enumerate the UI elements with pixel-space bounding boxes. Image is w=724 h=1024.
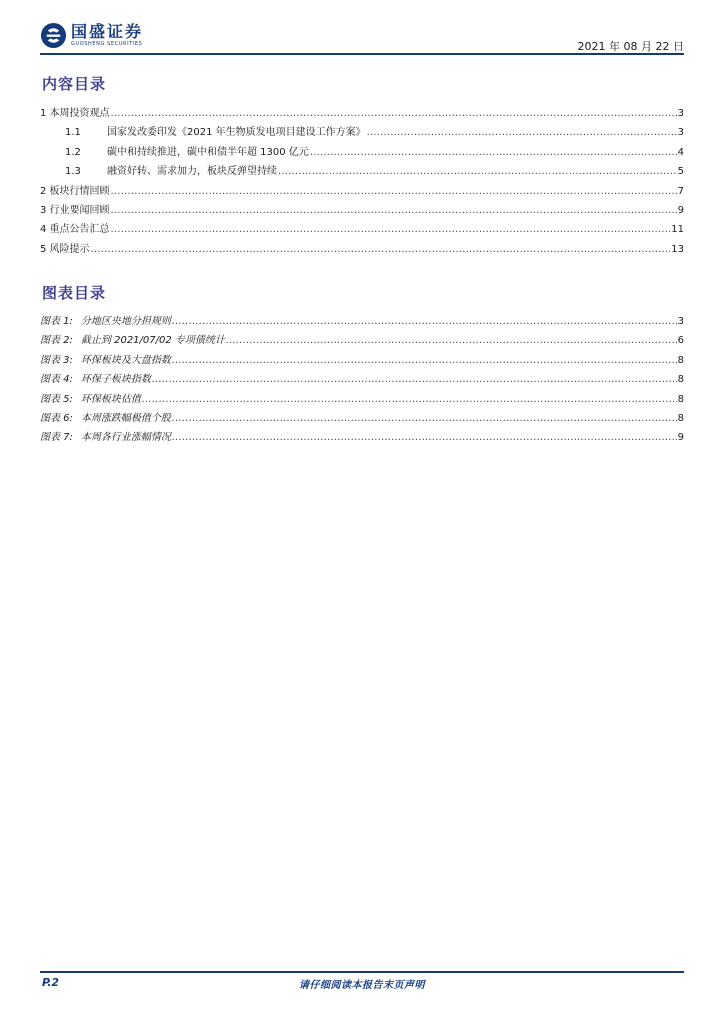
toc-entry-number: 5 [40,243,50,255]
toc-entry-number: 4 [40,224,50,236]
dot-leader [172,428,677,447]
figure-entry-title: 本周各行业涨幅情况 [80,432,171,444]
dot-leader [278,162,677,181]
toc-list [40,104,684,259]
figure-entry[interactable] [40,409,684,428]
figure-entry[interactable] [40,351,684,370]
figure-entry-page: 8 [677,412,684,424]
figure-entry[interactable] [40,370,684,389]
toc-entry[interactable] [40,162,684,181]
logo-name-cn: 国盛证券 [71,22,144,41]
figures-title: 图表目录 [42,284,107,302]
figure-entry-title: 环保子板块指数 [80,374,151,386]
figure-entry[interactable] [40,428,684,447]
figure-entry-label: 图表 1: [40,316,73,327]
figure-entry-title: 环保板块估值 [80,393,141,405]
toc-entry-number: 1.1 [65,127,81,139]
dot-leader [111,104,677,123]
dot-leader [91,240,671,259]
company-logo [40,22,143,49]
figure-entry[interactable] [40,390,684,409]
toc-entry-page: 3 [677,108,684,119]
figure-entry-label: 图表 7: [40,432,73,444]
dot-leader [152,370,677,389]
figures-list [40,312,684,448]
figure-entry-page: 8 [677,374,684,386]
figure-entry-title: 环保板块及大盘指数 [80,354,171,366]
figure-entry-page: 9 [677,432,684,444]
toc-entry[interactable] [40,104,684,123]
dot-leader [172,351,677,370]
toc-entry-page: 4 [677,146,684,158]
toc-entry[interactable] [40,123,684,142]
toc-entry-title: 融资好转、需求加力，板块反弹望持续 [107,166,277,178]
toc-entry-title: 板块行情回顾 [49,185,110,197]
toc-entry[interactable] [40,182,684,201]
dot-leader [111,201,677,220]
toc-entry[interactable] [40,220,684,239]
dot-leader [142,390,677,409]
toc-entry-page: 9 [677,204,684,216]
dot-leader [310,143,677,162]
figure-entry-title: 截止到 2021/07/02 专项债统计 [80,335,225,347]
figure-entry-page: 8 [677,393,684,405]
figure-entry-title: 本周涨跌幅极值个股 [80,412,171,424]
toc-entry-number: 1 [40,108,50,119]
disclaimer-note: 请仔细阅读本报告末页声明 [299,980,425,991]
toc-entry-page: 7 [677,185,684,197]
toc-entry-title: 行业要闻回顾 [49,204,110,216]
header-divider [40,53,684,55]
toc-entry[interactable] [40,240,684,259]
figure-entry-label: 图表 4: [40,374,73,386]
dot-leader [111,182,677,201]
dot-leader [111,220,671,239]
toc-entry-page: 13 [671,243,684,255]
dot-leader [172,409,677,428]
report-date: 2021 年 08 月 22 日 [577,40,684,53]
figure-entry[interactable] [40,312,684,331]
toc-entry-title: 碳中和持续推进，碳中和债半年超 1300 亿元 [107,146,309,158]
toc-entry-page: 3 [677,127,684,139]
logo-name-en: GUOSHENG SECURITIES [71,41,143,47]
toc-entry-title: 重点公告汇总 [49,224,110,236]
dot-leader [226,331,677,350]
toc-entry-page: 5 [677,166,684,178]
toc-entry-number: 1.3 [65,166,81,178]
toc-entry[interactable] [40,143,684,162]
figure-entry-page: 6 [677,335,684,347]
figure-entry-page: 8 [677,354,684,366]
toc-entry-title: 国家发改委印发《2021 年生物质发电项目建设工作方案》 [107,127,366,139]
figure-entry-label: 图表 6: [40,412,73,424]
page-number: P.2 [42,976,60,989]
footer-divider [40,971,684,973]
figure-entry[interactable] [40,331,684,350]
figure-entry-label: 图表 5: [40,393,73,405]
toc-entry-number: 1.2 [65,146,81,158]
toc-entry-number: 3 [40,204,50,216]
logo-emblem-icon [40,22,67,49]
toc-entry-number: 2 [40,185,50,197]
toc-entry-page: 11 [671,224,684,236]
figure-entry-label: 图表 2: [40,335,73,347]
dot-leader [367,123,677,142]
toc-entry-title: 风险提示 [49,243,90,255]
figure-entry-page: 3 [677,316,684,327]
toc-entry-title: 本周投资观点 [49,108,110,119]
toc-entry[interactable] [40,201,684,220]
toc-title: 内容目录 [42,75,107,93]
figure-entry-label: 图表 3: [40,354,73,366]
page-header [40,20,684,54]
figure-entry-title: 分地区央地分担规则 [80,316,171,327]
dot-leader [172,312,677,331]
